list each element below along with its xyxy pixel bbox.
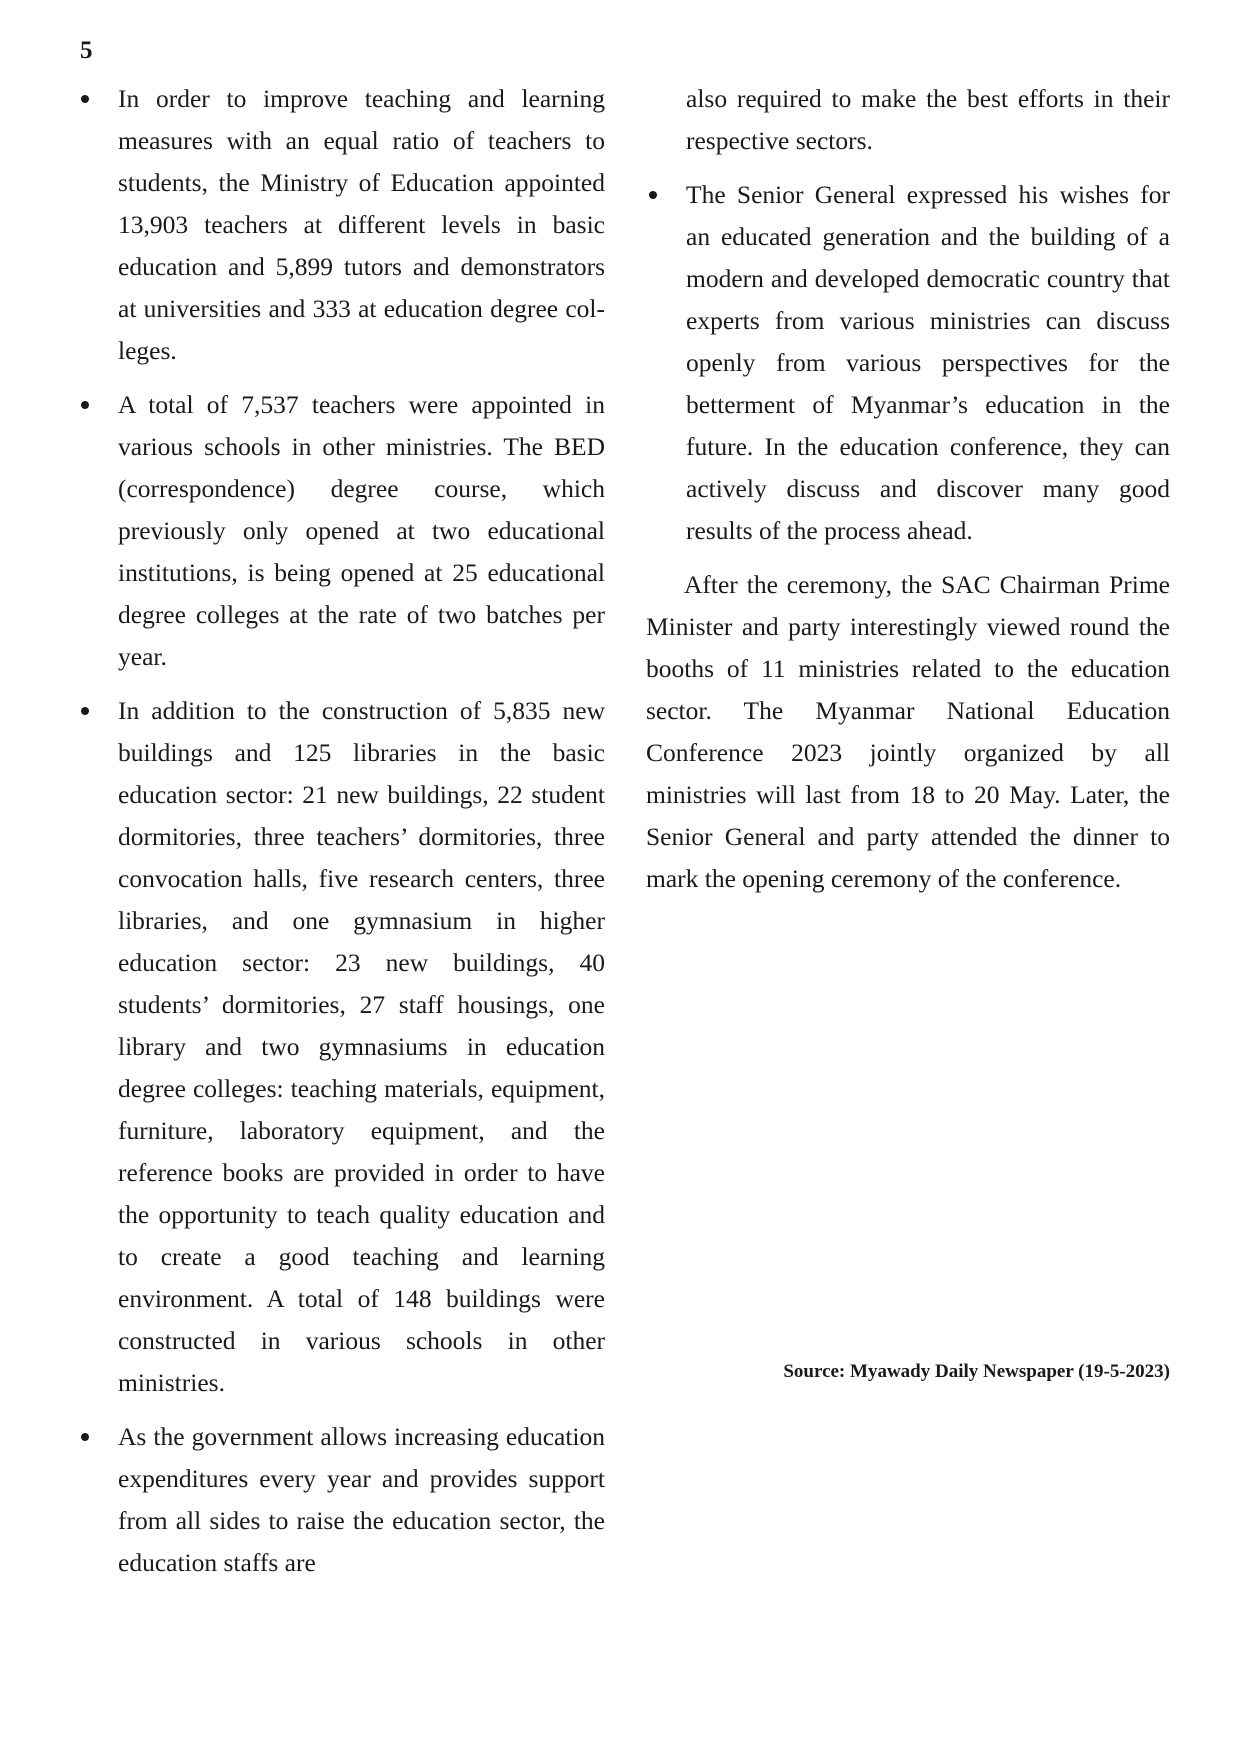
- source-citation: Source: Myawady Daily Newspaper (19-5-2023): [783, 1361, 1170, 1382]
- bullet-item-senior-general-wishes: [646, 174, 1170, 552]
- bullet-text: The Senior General expressed his wishes for an educated generation and the building of a modern and developed democratic country that experts from various ministries can discuss openly from various perspectives for the betterment of Myanmar’s education in the future. In the education conference, they can actively discuss and discover many good results of the process ahead.: [686, 180, 1170, 545]
- right-column: [646, 78, 1170, 900]
- closing-paragraph: After the ceremony, the SAC Chairman Prime Minister and party interestingly viewed round the booths of 11 ministries related to the education sector. The Myanmar National Education Conference 2023 jointly organized by all ministries will last from 18 to 20 May. Later, the Senior General and party attended the dinner to mark the opening ceremony of the conference.: [646, 570, 1170, 893]
- bullet-dot-icon: [81, 707, 89, 715]
- bullet-text: In order to improve teaching and learning measures with an equal ratio of teachers to students, the Ministry of Education appointed 13,903 teachers at different levels in basic education and 5,899 tutors and demonstrators at universities and 333 at education degree colleges.: [118, 84, 605, 365]
- bullet-dot-icon: [649, 191, 657, 199]
- bullet-dot-icon: [81, 401, 89, 409]
- bullet-dot-icon: [81, 95, 89, 103]
- bullet-dot-icon: [81, 1433, 89, 1441]
- page-number: 5: [80, 37, 93, 64]
- bullet-item-other-ministries: [78, 384, 605, 678]
- bullet-item-construction: [78, 690, 605, 1404]
- bullet-text: A total of 7,537 teachers were appointed in various schools in other ministries. The BED (correspondence) degree course, which previously only opened at two educational institutions, is being opened at 25 educational degree colleges at the rate of two batches per year.: [118, 390, 605, 671]
- bullet-text: In addition to the construction of 5,835 new buildings and 125 libraries in the basic education sector: 21 new buildings, 22 student dormitories, three teachers’ dormitories, three convocation halls, five research centers, three libraries, and one gymnasium in higher education sector: 23 new buildings, 40 students’ dormitories, 27 staff housings, one library and two gymnasiums in education degree colleges: teaching materials, equipment, furniture, laboratory equipment, and the reference books are provided in order to have the opportunity to teach quality education and to create a good teaching and learning environment. A total of 148 buildings were constructed in various schools in other ministries.: [118, 696, 605, 1397]
- bullet-item-teachers-appointed: [78, 78, 605, 372]
- bullet-text: As the government allows increasing education expenditures every year and provides support from all sides to raise the education sector, the education staffs are: [118, 1422, 605, 1577]
- bullet-item-expenditures: [78, 1416, 605, 1584]
- bullet-continuation: also required to make the best efforts in their respective sectors.: [686, 84, 1170, 155]
- left-column: [78, 78, 605, 1596]
